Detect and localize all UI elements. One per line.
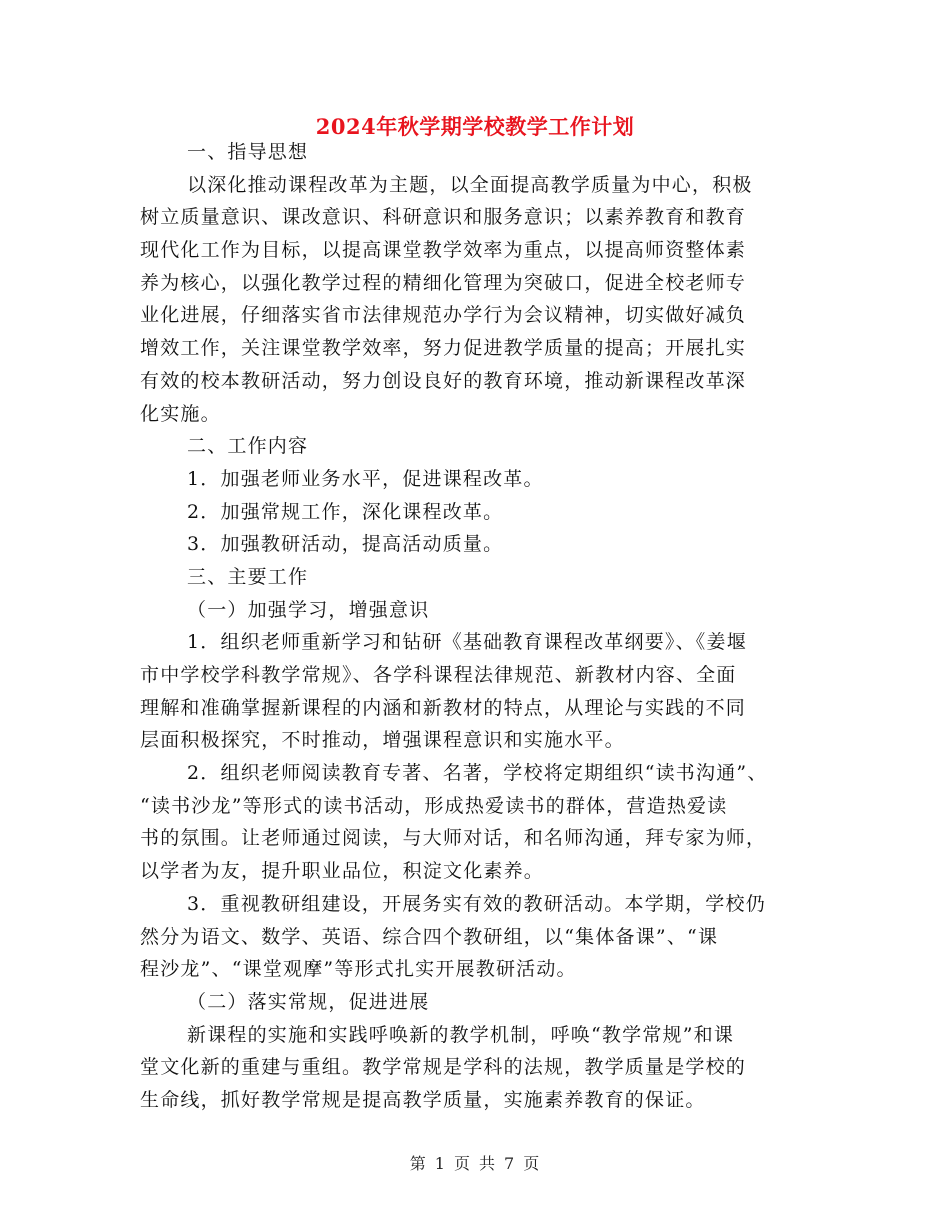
footer-total-pages: 7 <box>504 1154 516 1173</box>
text-line: 新课程的实施和实践呼唤新的教学机制，呼唤“教学常规”和课 <box>187 1023 735 1046</box>
text-line: 业化进展，仔细落实省市法律规范办学行为会议精神，切实做好减负 <box>140 304 747 327</box>
page-footer <box>0 1151 950 1174</box>
text-line: 增效工作，关注课堂教学效率，努力促进教学质量的提高；开展扎实 <box>140 337 747 360</box>
text-line: 2．组织老师阅读教育专著、名著，学校将定期组织“读书沟通”、 <box>187 762 768 785</box>
text-line: 层面积极探究，不时推动，增强课程意识和实施水平。 <box>140 729 625 752</box>
text-line: 堂文化新的重建与重组。教学常规是学科的法规，教学质量是学校的 <box>140 1056 747 1079</box>
text-line: 3．加强教研活动，提高活动质量。 <box>187 533 504 556</box>
text-line: 书的氛围。让老师通过阅读，与大师对话，和名师沟通，拜专家为师， <box>140 827 767 850</box>
document-body <box>140 136 810 1117</box>
text-line: （一）加强学习，增强意识 <box>187 598 430 621</box>
text-line: 三、主要工作 <box>187 565 309 588</box>
text-line: 以深化推动课程改革为主题，以全面提高教学质量为中心，积极 <box>187 173 753 196</box>
text-line: 生命线，抓好教学常规是提高教学质量，实施素养教育的保证。 <box>140 1088 706 1111</box>
text-line: 然分为语文、数学、英语、综合四个教研组，以“集体备课”、“课 <box>140 925 719 948</box>
text-line: 市中学校学科教学常规》、各学科课程法律规范、新教材内容、全面 <box>140 664 737 686</box>
text-line: 3．重视教研组建设，开展务实有效的教研活动。本学期，学校仍 <box>187 892 766 915</box>
text-line: 1．组织老师重新学习和钻研《基础教育课程改革纲要》、《姜堰 <box>187 631 747 654</box>
text-line: 理解和准确掌握新课程的内涵和新教材的特点，从理论与实践的不同 <box>140 696 747 719</box>
text-line: 树立质量意识、课改意识、科研意识和服务意识；以素养教育和教育 <box>140 206 747 229</box>
footer-current-page: 1 <box>434 1154 446 1173</box>
text-line: 2．加强常规工作，深化课程改革。 <box>187 500 504 523</box>
text-line: 有效的校本教研活动，努力创设良好的教育环境，推动新课程改革深 <box>140 369 747 392</box>
text-line: 程沙龙”、“课堂观摩”等形式扎实开展教研活动。 <box>140 958 577 981</box>
text-line: （二）落实常规，促进进展 <box>187 990 430 1013</box>
text-line: 化实施。 <box>140 402 221 425</box>
text-line: 1．加强老师业务水平，促进课程改革。 <box>187 467 544 490</box>
text-line: 一、指导思想 <box>187 141 309 163</box>
footer-prefix: 第 <box>409 1154 427 1173</box>
footer-page-word: 页 <box>453 1154 471 1173</box>
text-line: 现代化工作为目标，以提高课堂教学效率为重点，以提高师资整体素 <box>140 239 747 262</box>
footer-total-word: 共 <box>479 1154 497 1173</box>
text-line: 养为核心，以强化教学过程的精细化管理为突破口，促进全校老师专 <box>140 271 747 294</box>
footer-suffix: 页 <box>523 1154 541 1173</box>
document-title: 2024年秋学期学校教学工作计划 <box>315 114 635 139</box>
text-line: 二、工作内容 <box>187 435 309 458</box>
text-line: 以学者为友，提升职业品位，积淀文化素养。 <box>140 860 545 883</box>
text-line: “读书沙龙”等形式的读书活动，形成热爱读书的群体，营造热爱读 <box>140 794 728 817</box>
